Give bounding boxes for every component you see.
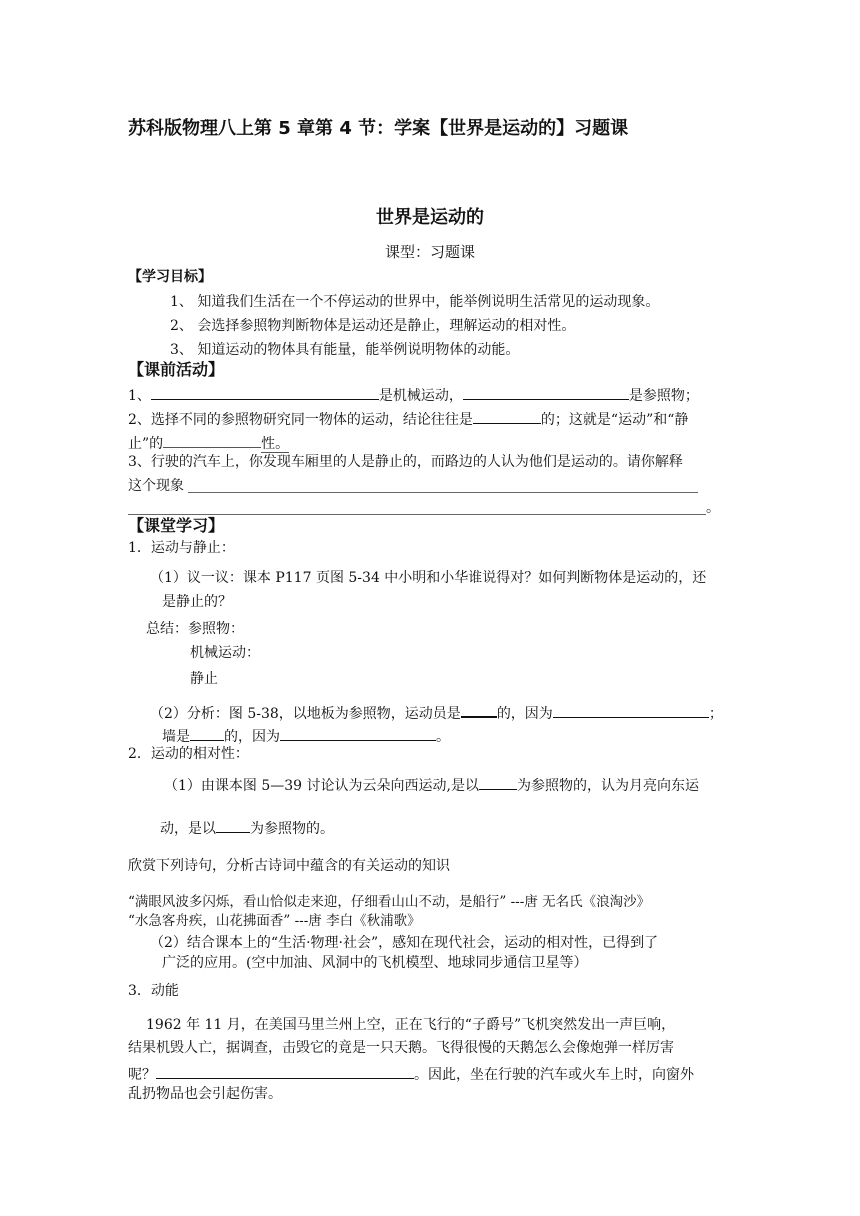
s3-text: 呢？ bbox=[128, 1067, 156, 1083]
answer-blank[interactable] bbox=[190, 725, 224, 741]
answer-blank[interactable] bbox=[280, 725, 436, 741]
goals-heading: 【学习目标】 bbox=[128, 269, 212, 285]
section-2-title: 2．运动的相对性： bbox=[128, 746, 249, 762]
worksheet-title: 世界是运动的 bbox=[376, 207, 484, 228]
section-3-title: 3．动能 bbox=[128, 983, 179, 999]
poem-intro: 欣赏下列诗句，分析古诗词中蕴含的有关运动的知识 bbox=[128, 858, 450, 874]
s1-q2-text: 的，因为 bbox=[496, 706, 553, 722]
answer-blank[interactable] bbox=[463, 384, 629, 400]
s1-q2-text: ； bbox=[708, 706, 723, 722]
answer-blank[interactable] bbox=[163, 432, 261, 448]
answer-blank[interactable] bbox=[553, 702, 709, 718]
q2-text: 2、选择不同的参照物研究同一物体的运动，结论往往是 bbox=[128, 412, 473, 428]
pre-activity-heading: 【课前活动】 bbox=[128, 360, 225, 379]
s2-q1-text: （1）由课本图 5—39 讨论认为云朵向西运动,是以 bbox=[164, 778, 479, 794]
answer-blank[interactable] bbox=[156, 1063, 414, 1079]
s3-paragraph-line bbox=[128, 1063, 694, 1084]
answer-blank[interactable] bbox=[216, 817, 250, 833]
class-study-heading: 【课堂学习】 bbox=[128, 516, 225, 535]
answer-line[interactable] bbox=[188, 492, 698, 493]
q2-text: 性。 bbox=[261, 436, 290, 452]
q2-text: 止”的 bbox=[128, 436, 164, 452]
pre-question-3-cont: 这个现象 bbox=[128, 478, 184, 494]
pre-question-2-cont bbox=[128, 432, 289, 453]
q3-end: 。 bbox=[706, 500, 720, 516]
s3-paragraph-line: 乱扔物品也会引起伤害。 bbox=[128, 1086, 282, 1102]
answer-blank[interactable] bbox=[479, 774, 517, 790]
s1-q2-text: 。 bbox=[436, 729, 450, 745]
s2-q1-text: 为参照物的。 bbox=[250, 821, 334, 837]
goal-item: 3、 知道运动的物体具有能量，能举例说明物体的动能。 bbox=[170, 342, 520, 358]
s3-paragraph-line: 结果机毁人亡，据调查，击毁它的竟是一只天鹅。飞得很慢的天鹅怎么会像炮弹一样厉害 bbox=[128, 1040, 674, 1056]
s2-q1-text: 动，是以 bbox=[160, 821, 216, 837]
q1-end: 是参照物； bbox=[628, 388, 699, 404]
summary-static: 静止 bbox=[190, 671, 218, 687]
s1-question-2-cont bbox=[162, 725, 450, 746]
s2-question-2-cont: 广泛的应用。(空中加油、风洞中的飞机模型、地球同步通信卫星等） bbox=[162, 955, 588, 971]
s1-q2-text: 墙是 bbox=[162, 729, 190, 745]
document-title: 苏科版物理八上第 5 章第 4 节：学案【世界是运动的】习题课 bbox=[128, 118, 629, 139]
s1-question-1: （1）议一议：课本 P117 页图 5-34 中小明和小华谁说得对？如何判断物体是运动的，还 bbox=[150, 570, 707, 586]
goal-item: 1、 知道我们生活在一个不停运动的世界中，能举例说明生活常见的运动现象。 bbox=[170, 294, 660, 310]
pre-question-3: 3、行驶的汽车上，你发现车厢里的人是静止的，而路边的人认为他们是运动的。请你解释 bbox=[128, 454, 683, 470]
answer-blank[interactable] bbox=[151, 384, 379, 400]
s2-question-1-cont bbox=[160, 817, 334, 838]
summary-mechanical: 机械运动： bbox=[190, 645, 260, 661]
section-1-title: 1．运动与静止： bbox=[128, 540, 235, 556]
s1-question-2 bbox=[150, 701, 723, 723]
goal-item: 2、 会选择参照物判断物体是运动还是静止，理解运动的相对性。 bbox=[170, 318, 576, 334]
s2-question-2: （2）结合课本上的“生活·物理·社会”，感知在现代社会，运动的相对性，已得到了 bbox=[150, 935, 659, 951]
s1-q2-text: （2）分析：图 5-38，以地板为参照物，运动员是 bbox=[150, 706, 461, 722]
s3-text: 。因此，坐在行驶的汽车或火车上时，向窗外 bbox=[414, 1067, 694, 1083]
answer-blank[interactable] bbox=[473, 408, 541, 424]
answer-blank[interactable] bbox=[461, 701, 497, 718]
lesson-type: 课型：习题课 bbox=[384, 243, 475, 261]
s1-q2-text: 的，因为 bbox=[224, 729, 280, 745]
s1-question-1-cont: 是静止的？ bbox=[162, 594, 232, 610]
q2-text: 的；这就是“运动”和“静 bbox=[540, 412, 689, 428]
s3-paragraph-line: 1962 年 11 月，在美国马里兰州上空，正在飞行的“子爵号”飞机突然发出一声巨响， bbox=[146, 1017, 676, 1033]
pre-question-1 bbox=[128, 384, 699, 405]
summary-label: 总结：参照物： bbox=[146, 621, 244, 637]
s2-question-1 bbox=[164, 774, 699, 795]
s2-q1-text: 为参照物的，认为月亮向东运 bbox=[516, 778, 699, 794]
poem-2: “水急客舟疾，山花拂面香” ---唐 李白《秋浦歌》 bbox=[128, 913, 421, 929]
poem-1: “满眼风波多闪烁，看山恰似走来迎，仔细看山山不动，是船行” ---唐 无名氏《浪淘沙》 bbox=[128, 894, 651, 910]
q1-prefix: 1、 bbox=[128, 388, 151, 404]
answer-line[interactable] bbox=[128, 514, 706, 515]
q1-mid: 是机械运动， bbox=[378, 388, 463, 404]
pre-question-2 bbox=[128, 408, 688, 429]
